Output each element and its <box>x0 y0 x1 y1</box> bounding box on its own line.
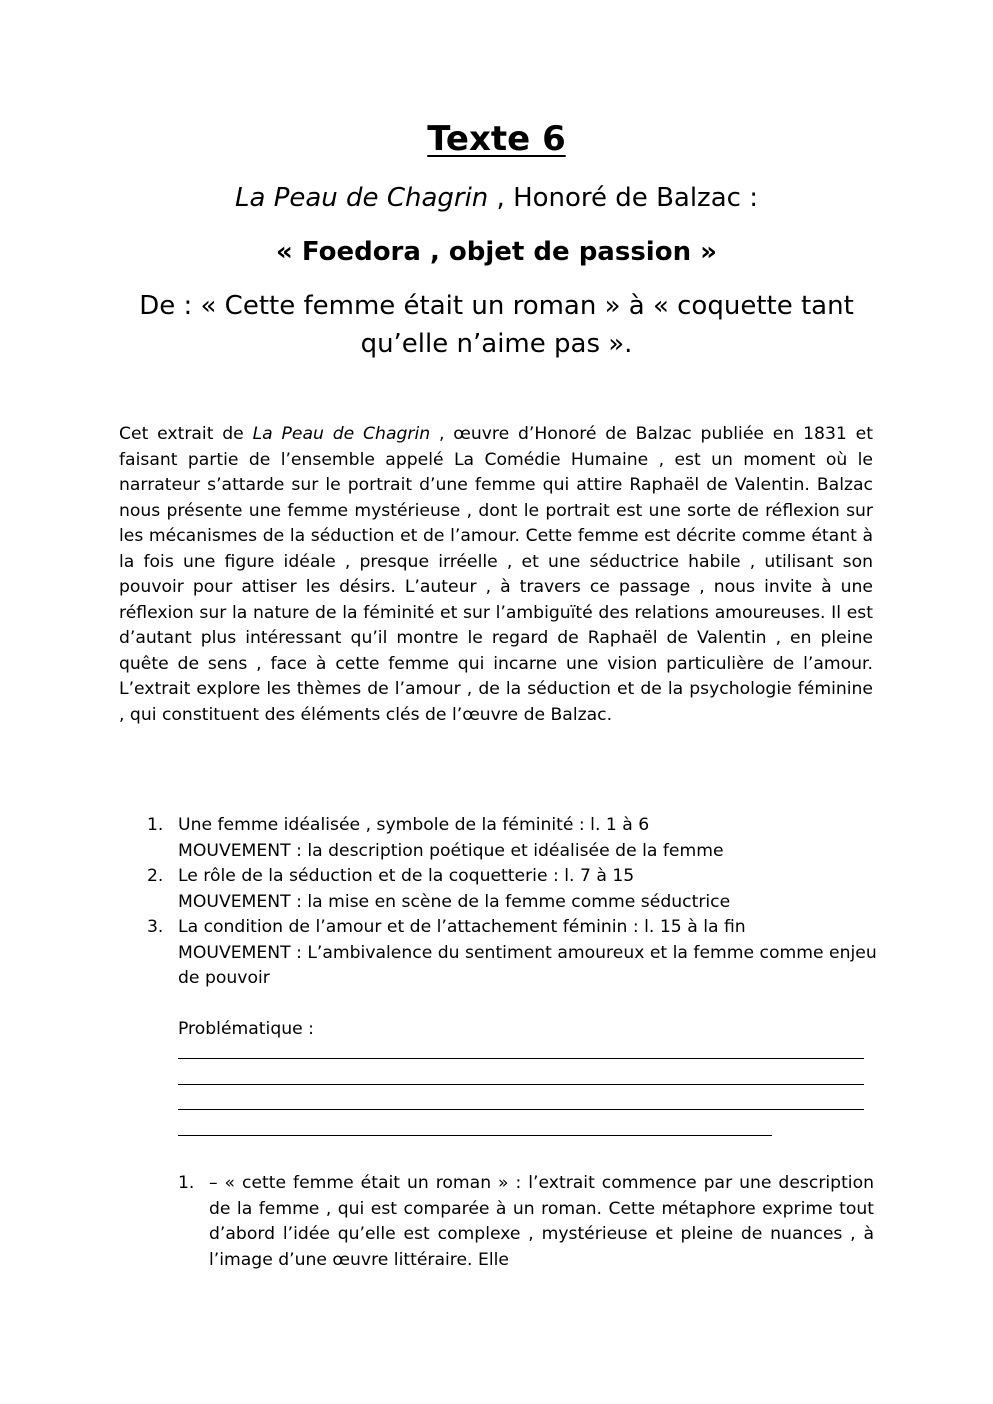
answer-line <box>178 1058 864 1059</box>
passage-range: De : « Cette femme était un roman » à « coquette tant qu’elle n’aime pas ». <box>139 291 854 359</box>
intro-body: , œuvre d’Honoré de Balzac publiée en 1831 et faisant partie de l’ensemble appelé La Comédie Humaine , est un moment où le narrateur s’attarde sur le portrait d’une femme qui attire Raphaël de Valentin. Balzac nous présente une femme mystérieuse , dont le portrait est une sorte de réflexion sur les mécanismes de la séduction et de l’amour. Cette femme est décrite comme étant à la fois une figure idéale , presque irréelle , et une séductrice habile , utilisant son pouvoir pour attiser les désirs. L’auteur , à travers ce passage , nous invite à une réflexion sur la nature de la féminité et sur l’ambiguïté des relations amoureuses. Il est d’autant plus intéressant qu’il montre le regard de Raphaël de Valentin , en pleine quête de sens , face à cette femme qui incarne une vision particulière de l’amour. L’extrait explore les thèmes de l’amour , de la séduction et de la psychologie féminine , qui constituent des éléments clés de l’œuvre de Balzac. <box>119 424 873 725</box>
plan-item-number: 3. <box>147 917 164 937</box>
plan-item <box>119 813 879 864</box>
plan-item-movement: MOUVEMENT : la description poétique et idéalisée de la femme <box>178 840 724 861</box>
plan-item-title: Une femme idéalisée , symbole de la féminité : l. 1 à 6 <box>178 815 650 835</box>
intro-work-title: La Peau de Chagrin <box>252 424 431 444</box>
introduction-paragraph <box>119 422 873 728</box>
plan-item-number: 1. <box>147 815 164 835</box>
work-title: La Peau de Chagrin <box>235 183 489 213</box>
plan-item-movement: MOUVEMENT : L’ambivalence du sentiment amoureux et la femme comme enjeu de pouvoir <box>178 942 877 988</box>
plan-item <box>119 864 879 915</box>
work-subtitle <box>0 180 993 216</box>
answer-line <box>178 1084 864 1085</box>
intro-prefix: Cet extrait de <box>119 424 253 444</box>
plan-item-title: Le rôle de la séduction et de la coquetterie : l. 7 à 15 <box>178 866 635 886</box>
plan-item-movement: MOUVEMENT : la mise en scène de la femme comme séductrice <box>178 891 731 912</box>
answer-line <box>178 1109 864 1110</box>
development-text: – « cette femme était un roman » : l’extrait commence par une description de la femme , qui est comparée à un roman. Cette métaphore exprime tout d’abord l’idée qu’elle est complexe , mystérieuse et pleine de nuances , à l’image d’une œuvre littéraire. Elle <box>209 1173 874 1270</box>
development-item <box>178 1171 874 1273</box>
answer-line <box>178 1135 772 1136</box>
movement-plan-list <box>119 813 879 992</box>
plan-item <box>119 915 879 992</box>
plan-item-title: La condition de l’amour et de l’attachement féminin : l. 15 à la fin <box>178 917 746 937</box>
problematique-label: Problématique : <box>178 1019 314 1039</box>
author-credit: , Honoré de Balzac : <box>488 183 758 213</box>
passage-heading: « Foedora , objet de passion » <box>276 237 717 267</box>
plan-item-number: 2. <box>147 866 164 886</box>
document-title: Texte 6 <box>427 119 566 159</box>
development-number: 1. <box>178 1173 195 1193</box>
